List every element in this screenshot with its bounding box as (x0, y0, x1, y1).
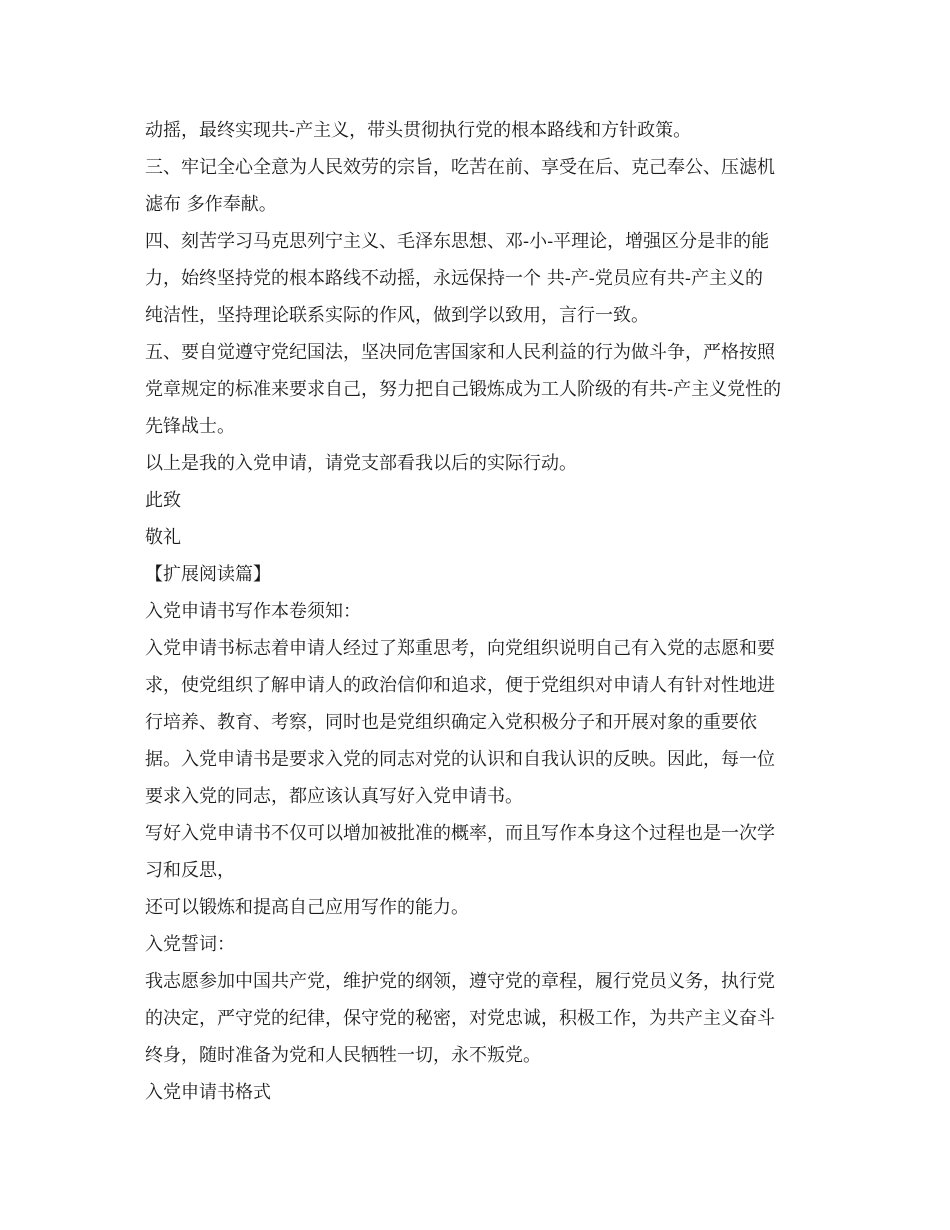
text-line: 四、刻苦学习马克思列宁主义、毛泽东思想、邓-小-平理论，增强区分是非的能 (145, 231, 770, 252)
text-line: 还可以锻炼和提高自己应用写作的能力。 (145, 897, 469, 918)
section-heading: 入党申请书写作本卷须知： (145, 601, 361, 622)
text-line: 据。入党申请书是要求入党的同志对党的认识和自我认识的反映。因此，每一位 (145, 749, 775, 770)
text-line: 三、牢记全心全意为人民效劳的宗旨，吃苦在前、享受在后、克己奉公、压滤机 (145, 157, 775, 178)
text-line: 滤布 多作奉献。 (145, 194, 277, 215)
text-line: 五、要自觉遵守党纪国法，坚决同危害国家和人民利益的行为做斗争，严格按照 (145, 342, 775, 363)
section-heading: 入党申请书格式 (145, 1082, 271, 1103)
text-line: 终身，随时准备为党和人民牺牲一切，永不叛党。 (145, 1045, 541, 1066)
text-line: 行培养、教育、考察，同时也是党组织确定入党积极分子和开展对象的重要依 (145, 712, 757, 733)
text-line: 我志愿参加中国共产党，维护党的纲领，遵守党的章程，履行党员义务，执行党 (145, 971, 775, 992)
document-body (145, 112, 815, 1111)
text-line: 求，使党组织了解申请人的政治信仰和追求，便于党组织对申请人有针对性地进 (145, 675, 775, 696)
text-line: 力，始终坚持党的根本路线不动摇，永远保持一个 共-产-党员应有共-产主义的 (145, 268, 763, 289)
text-line: 入党申请书标志着申请人经过了郑重思考，向党组织说明自己有入党的志愿和要 (145, 638, 775, 659)
text-line: 党章规定的标准来要求自己，努力把自己锻炼成为工人阶级的有共-产主义党性的 (145, 379, 782, 400)
section-heading: 入党誓词： (145, 934, 235, 955)
text-line: 习和反思， (145, 860, 235, 881)
text-line: 以上是我的入党申请，请党支部看我以后的实际行动。 (145, 453, 577, 474)
text-line: 要求入党的同志，都应该认真写好入党申请书。 (145, 786, 523, 807)
salutation-line: 此致 (145, 490, 181, 511)
text-line: 先锋战士。 (145, 416, 235, 437)
salutation-line: 敬礼 (145, 527, 181, 548)
text-line: 纯洁性，坚持理论联系实际的作风，做到学以致用，言行一致。 (145, 305, 649, 326)
section-heading: 【扩展阅读篇】 (145, 564, 271, 585)
text-line: 写好入党申请书不仅可以增加被批准的概率，而且写作本身这个过程也是一次学 (145, 823, 775, 844)
text-line: 动摇，最终实现共-产主义，带头贯彻执行党的根本路线和方针政策。 (145, 120, 692, 141)
text-line: 的决定，严守党的纪律，保守党的秘密，对党忠诚，积极工作，为共产主义奋斗 (145, 1008, 775, 1029)
